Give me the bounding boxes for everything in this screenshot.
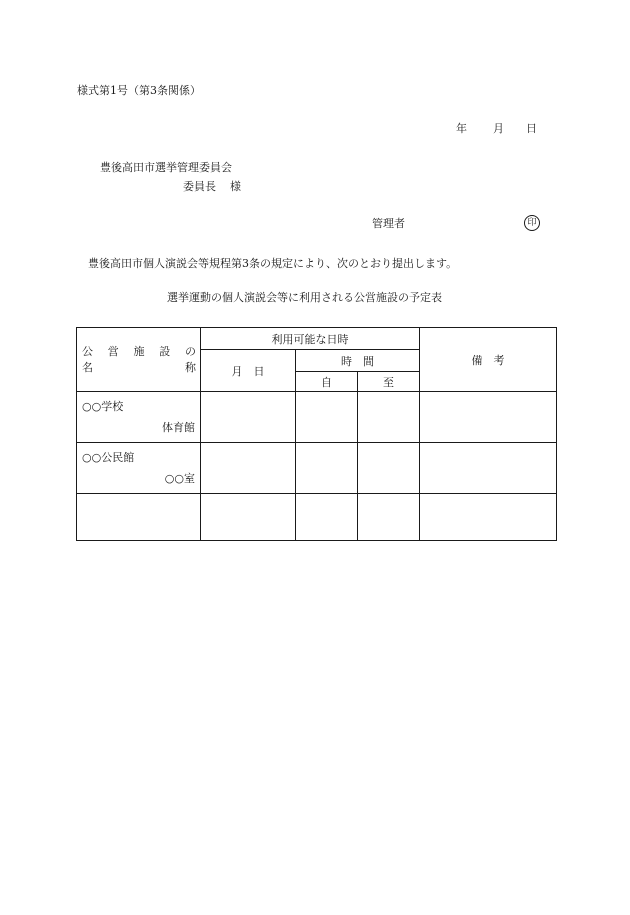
header-facility-char: 施 xyxy=(133,344,145,358)
remarks-cell xyxy=(420,392,557,443)
remarks-cell xyxy=(420,443,557,494)
facility-name: ○○学校 xyxy=(82,400,124,413)
addressee-honorific: 様 xyxy=(230,180,241,193)
header-available-datetime: 利用可能な日時 xyxy=(201,328,420,350)
date-cell xyxy=(201,443,296,494)
table-title: 選挙運動の個人演説会等に利用される公営施設の予定表 xyxy=(167,291,442,304)
facility-name: ○○公民館 xyxy=(82,451,135,464)
statement-text: 豊後高田市個人演説会等規程第3条の規定により、次のとおり提出します。 xyxy=(88,257,458,270)
time-from-cell xyxy=(296,392,358,443)
date-line xyxy=(456,123,537,134)
header-time-from: 自 xyxy=(296,372,358,392)
facility-name-cell xyxy=(77,443,201,494)
form-number: 様式第1号（第3条関係） xyxy=(77,84,201,97)
time-to-cell xyxy=(358,392,420,443)
table-row xyxy=(77,443,557,494)
addressee-title-text: 委員長 xyxy=(183,180,216,193)
table-row xyxy=(77,392,557,443)
header-facility-name xyxy=(77,328,201,392)
facility-subname: ○○室 xyxy=(164,472,195,485)
time-to-cell xyxy=(358,443,420,494)
table-row xyxy=(77,494,557,541)
header-facility-char: 称 xyxy=(185,360,196,374)
date-cell xyxy=(201,392,296,443)
header-facility-char: 設 xyxy=(159,344,171,358)
manager-label: 管理者 xyxy=(372,217,405,230)
header-time: 時 間 xyxy=(296,350,420,372)
header-facility-char: 営 xyxy=(107,344,119,358)
time-from-cell xyxy=(296,494,358,541)
header-remarks: 備 考 xyxy=(420,328,557,392)
date-day-label: 日 xyxy=(526,122,537,135)
time-to-cell xyxy=(358,494,420,541)
facility-name-cell xyxy=(77,494,201,541)
date-cell xyxy=(201,494,296,541)
header-facility-char: の xyxy=(185,344,196,358)
header-date: 月 日 xyxy=(201,350,296,392)
facility-name-cell xyxy=(77,392,201,443)
header-time-to: 至 xyxy=(358,372,420,392)
schedule-table xyxy=(76,327,557,541)
remarks-cell xyxy=(420,494,557,541)
seal-mark: 印 xyxy=(524,215,540,231)
header-facility-char: 公 xyxy=(82,344,93,358)
addressee-organization: 豊後高田市選挙管理委員会 xyxy=(100,161,232,174)
date-year-label: 年 xyxy=(456,122,467,135)
facility-subname: 体育館 xyxy=(162,421,195,434)
addressee-title xyxy=(183,181,241,192)
date-month-label: 月 xyxy=(493,122,504,135)
header-facility-char: 名 xyxy=(82,360,93,374)
time-from-cell xyxy=(296,443,358,494)
